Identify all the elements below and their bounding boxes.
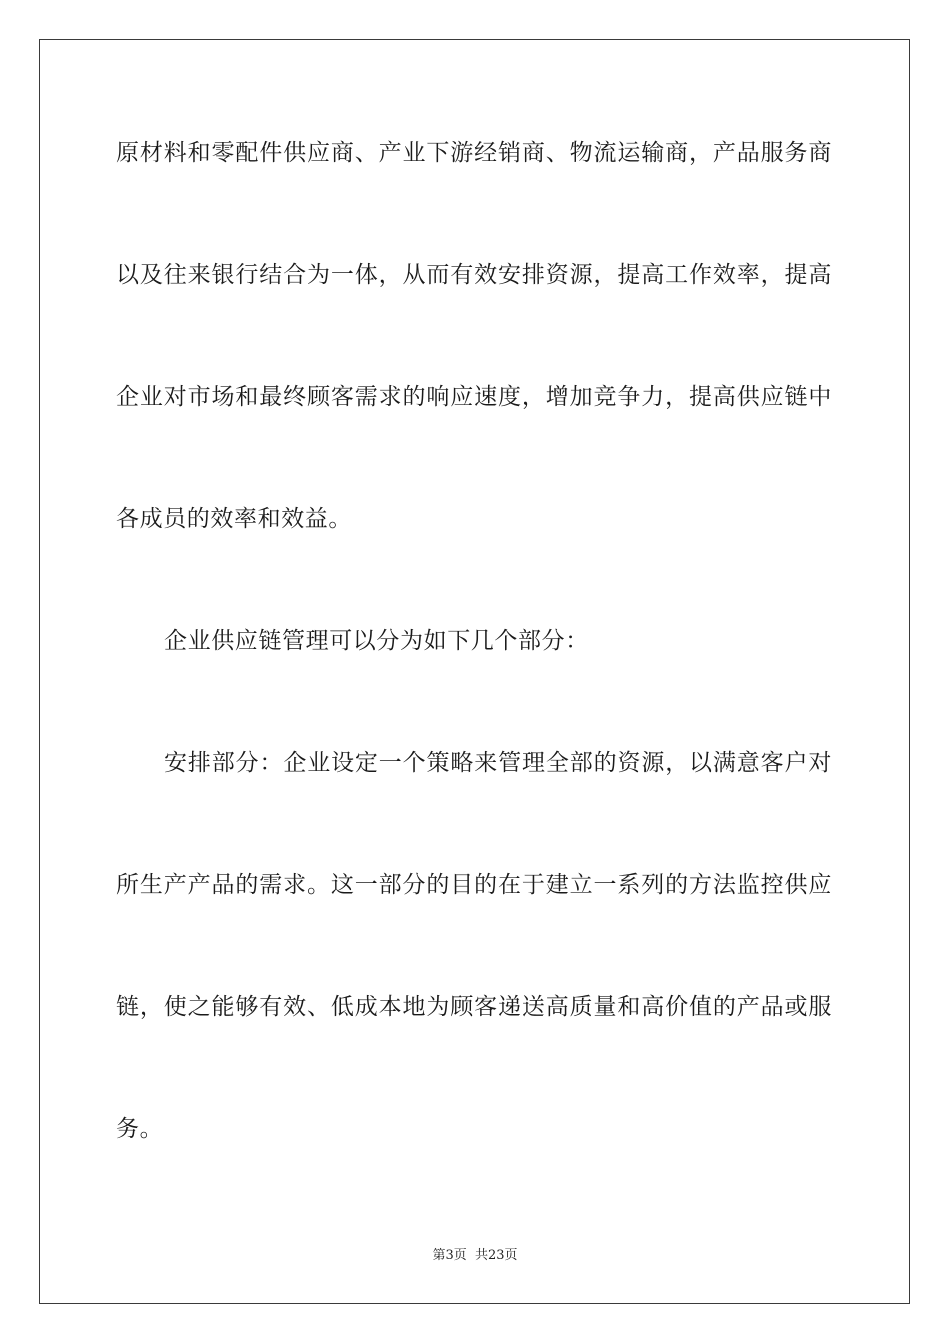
body-line-1: 原材料和零配件供应商、产业下游经销商、物流运输商，产品服务商 [116, 140, 832, 166]
body-line-6: 安排部分：企业设定一个策略来管理全部的资源，以满意客户对 [164, 750, 832, 776]
body-line-9: 务。 [116, 1116, 164, 1142]
page-footer [0, 1248, 950, 1264]
body-line-3: 企业对市场和最终顾客需求的响应速度，增加竞争力，提高供应链中 [116, 384, 832, 410]
body-line-8: 链，使之能够有效、低成本地为顾客递送高质量和高价值的产品或服 [116, 994, 832, 1020]
page-total: 共23页 [474, 1248, 518, 1263]
body-line-2: 以及往来银行结合为一体，从而有效安排资源，提高工作效率，提高 [116, 262, 832, 288]
body-line-7: 所生产产品的需求。这一部分的目的在于建立一系列的方法监控供应 [116, 872, 832, 898]
body-line-4: 各成员的效率和效益。 [116, 506, 352, 532]
page-number: 第3页 [432, 1248, 467, 1263]
section-intro-line: 企业供应链管理可以分为如下几个部分： [164, 628, 589, 654]
